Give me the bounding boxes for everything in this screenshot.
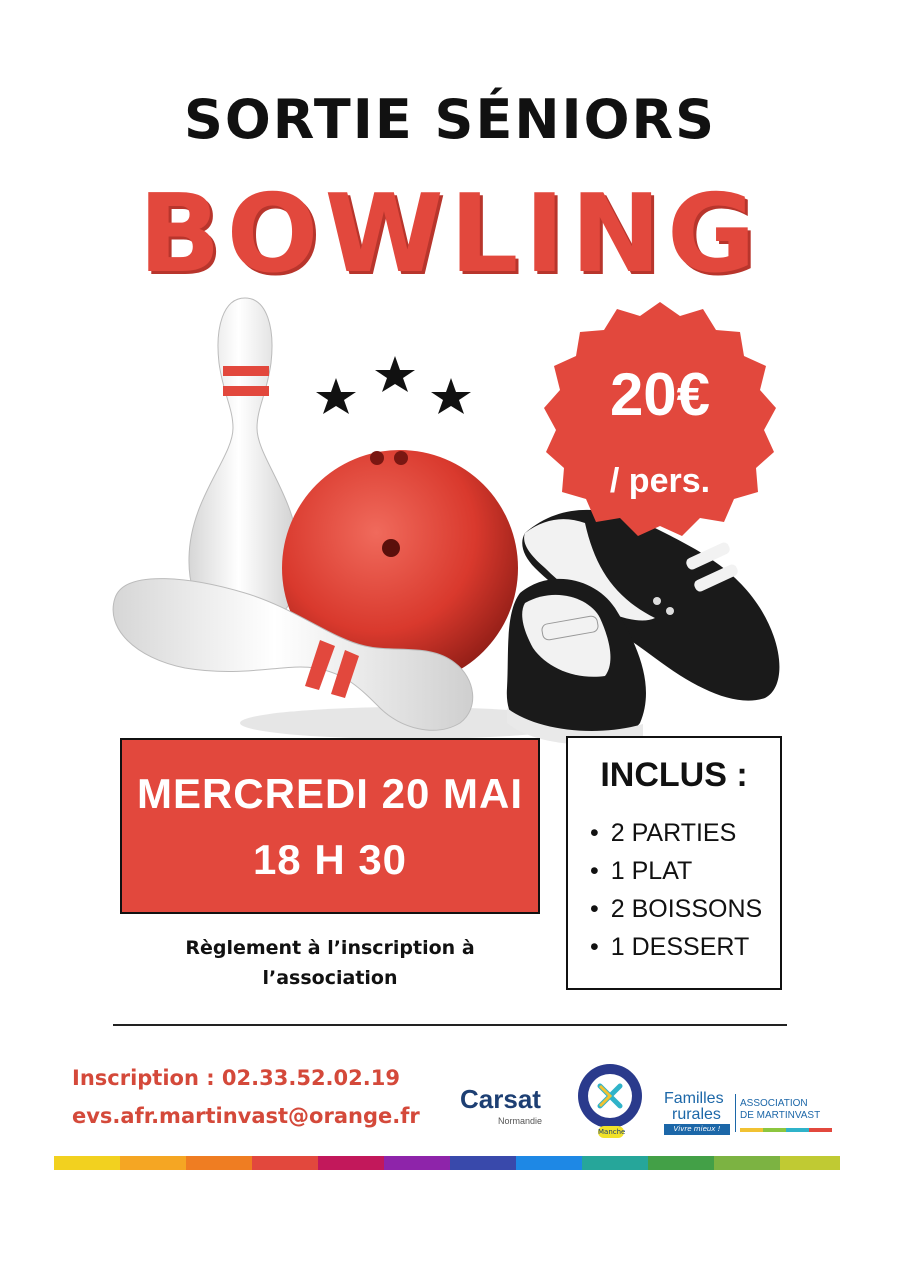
event-date-box bbox=[120, 738, 540, 914]
carsat-region: Normandie bbox=[498, 1116, 543, 1126]
contact-phone: Inscription : 02.33.52.02.19 bbox=[72, 1066, 400, 1090]
association-name bbox=[740, 1098, 820, 1122]
price-amount: 20€ bbox=[609, 361, 711, 428]
association-name-line: DE MARTINVAST bbox=[740, 1110, 821, 1121]
included-list bbox=[590, 814, 762, 966]
list-item: • 1 DESSERT bbox=[590, 928, 762, 966]
bowling-shoes-icon bbox=[507, 510, 780, 745]
payment-note-line: l’association bbox=[262, 967, 398, 989]
commission-tag: Manche bbox=[598, 1128, 626, 1136]
familles-rurales-line2: rurales bbox=[672, 1106, 721, 1123]
payment-note-line: Règlement à l’inscription à bbox=[185, 937, 475, 959]
list-item: • 2 PARTIES bbox=[590, 814, 762, 852]
association-name-line: ASSOCIATION bbox=[740, 1098, 808, 1109]
star-icon bbox=[316, 378, 356, 414]
event-time: 18 H 30 bbox=[252, 836, 408, 883]
carsat-name: Carsat bbox=[460, 1084, 541, 1114]
payment-note bbox=[150, 933, 510, 993]
star-icon bbox=[375, 356, 415, 392]
familles-rurales-slogan: Vivre mieux ! bbox=[664, 1124, 730, 1135]
association-stripe bbox=[740, 1128, 832, 1132]
commission-logo-icon bbox=[576, 1062, 644, 1130]
partner-separator bbox=[735, 1094, 736, 1132]
divider bbox=[113, 1024, 787, 1026]
carsat-logo bbox=[460, 1084, 570, 1134]
price-unit: / pers. bbox=[609, 462, 711, 500]
headline: SORTIE SÉNIORS bbox=[183, 88, 716, 151]
color-band bbox=[54, 1156, 840, 1170]
included-title: INCLUS : bbox=[600, 756, 748, 794]
event-date: MERCREDI 20 MAI bbox=[136, 770, 524, 817]
star-icon bbox=[431, 378, 471, 414]
list-item: • 2 BOISSONS bbox=[590, 890, 762, 928]
page-title: BOWLING bbox=[138, 172, 762, 297]
contact-email: evs.afr.martinvast@orange.fr bbox=[72, 1104, 420, 1128]
list-item: • 1 PLAT bbox=[590, 852, 762, 890]
familles-rurales-line1: Familles bbox=[664, 1090, 724, 1107]
